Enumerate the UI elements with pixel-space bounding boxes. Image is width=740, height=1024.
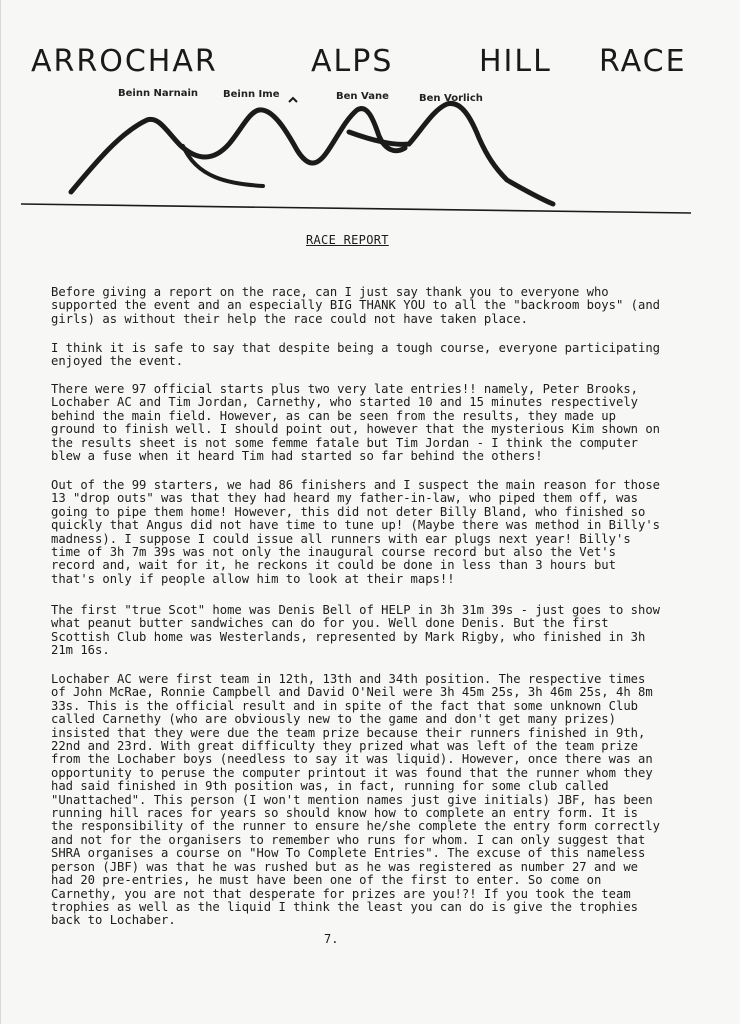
paragraph-course: I think it is safe to say that despite being a tough course, everyone participating enjoyed the event. (51, 341, 661, 369)
peak-label-beinn-narnain: Beinn Narnain (118, 88, 199, 99)
title-word-race: RACE (599, 44, 687, 79)
title-word-hill: HILL (479, 44, 552, 79)
paragraph-finishers: Out of the 99 starters, we had 86 finishers and I suspect the main reason for those 13 "drop outs" was that they had heard my father-in-law, who piped them off, was going to pipe them home! However, this did not deter Billy Bland, who finished so quickly that Angus did not have time to tune up! (Maybe there was method in Billy's madness). I suppose I could issue all runners with ear plugs next year! Billy's time of 3h 7m 39s was not only the inaugural course record but also the Vet's record and, wait for it, he reckons it could be done in less than 3 hours but that's only if people allow him to look at their maps!! (51, 478, 661, 586)
peak-label-ben-vorlich: Ben Vorlich (419, 93, 483, 104)
mountain-skyline-drawing (1, 80, 740, 230)
paragraph-thanks: Before giving a report on the race, can I just say thank you to everyone who supported the event and an especially BIG THANK YOU to all the "backroom boys" (and girls) as without their help the race could not have taken place. (51, 285, 661, 326)
paragraph-late-entries: There were 97 official starts plus two very late entries!! namely, Peter Brooks, Lochaber AC and Tim Jordan, Carnethy, who started 10 and 15 minutes respectively behind the main field. However, as can be seen from the results, they made up ground to finish well. I should point out, however that the mysterious Kim shown on the results sheet is not some femme fatale but Tim Jordan - I think the computer blew a fuse when it heard Tim had started so far behind the others! (51, 382, 661, 464)
peak-label-ben-vane: Ben Vane (336, 91, 389, 102)
report-heading: RACE REPORT (306, 233, 389, 247)
race-title (31, 44, 696, 84)
title-word-alps: ALPS (311, 44, 394, 79)
title-word-arrochar: ARROCHAR (31, 44, 218, 79)
peak-label-beinn-ime: Beinn Ime (223, 89, 280, 100)
page-number: 7. (324, 932, 339, 946)
paragraph-team-prize: Lochaber AC were first team in 12th, 13th and 34th position. The respective times of John McRae, Ronnie Campbell and David O'Neil were 3h 45m 25s, 3h 46m 25s, 4h 8m 33s. This is the official result and in spite of the fact that some unknown Club called Carnethy (who are obviously new to the game and don't get many prizes) insisted that they were due the team prize because their runners finished in 9th, 22nd and 23rd. With great difficulty they prized what was left of the team prize from the Lochaber boys (needless to say it was liquid). However, once there was an opportunity to peruse the computer printout it was found that the runner whom they had said finished in 9th position was, in fact, running for some club called "Unattached". This person (I won't mention names just give initials) JBF, has been running hill races for years so should know how to complete an entry form. It is the responsibility of the runner to ensure he/she complete the entry form correctly and not for the organisers to remember who runs for whom. I can only suggest that SHRA organises a course on "How To Complete Entries". The excuse of this nameless person (JBF) was that he was rushed but as he was registered as number 27 and we had 20 pre-entries, he must have been one of the first to enter. So come on Carnethy, you are not that desperate for prizes are you!?! If you took the team trophies as well as the liquid I think the least you can do is give the trophies back to Lochaber. (51, 672, 661, 928)
paragraph-first-scot: The first "true Scot" home was Denis Bell of HELP in 3h 31m 39s - just goes to show what peanut butter sandwiches can do for you. Well done Denis. But the first Scottish Club home was Westerlands, represented by Mark Rigby, who finished in 3h 21m 16s. (51, 603, 661, 658)
